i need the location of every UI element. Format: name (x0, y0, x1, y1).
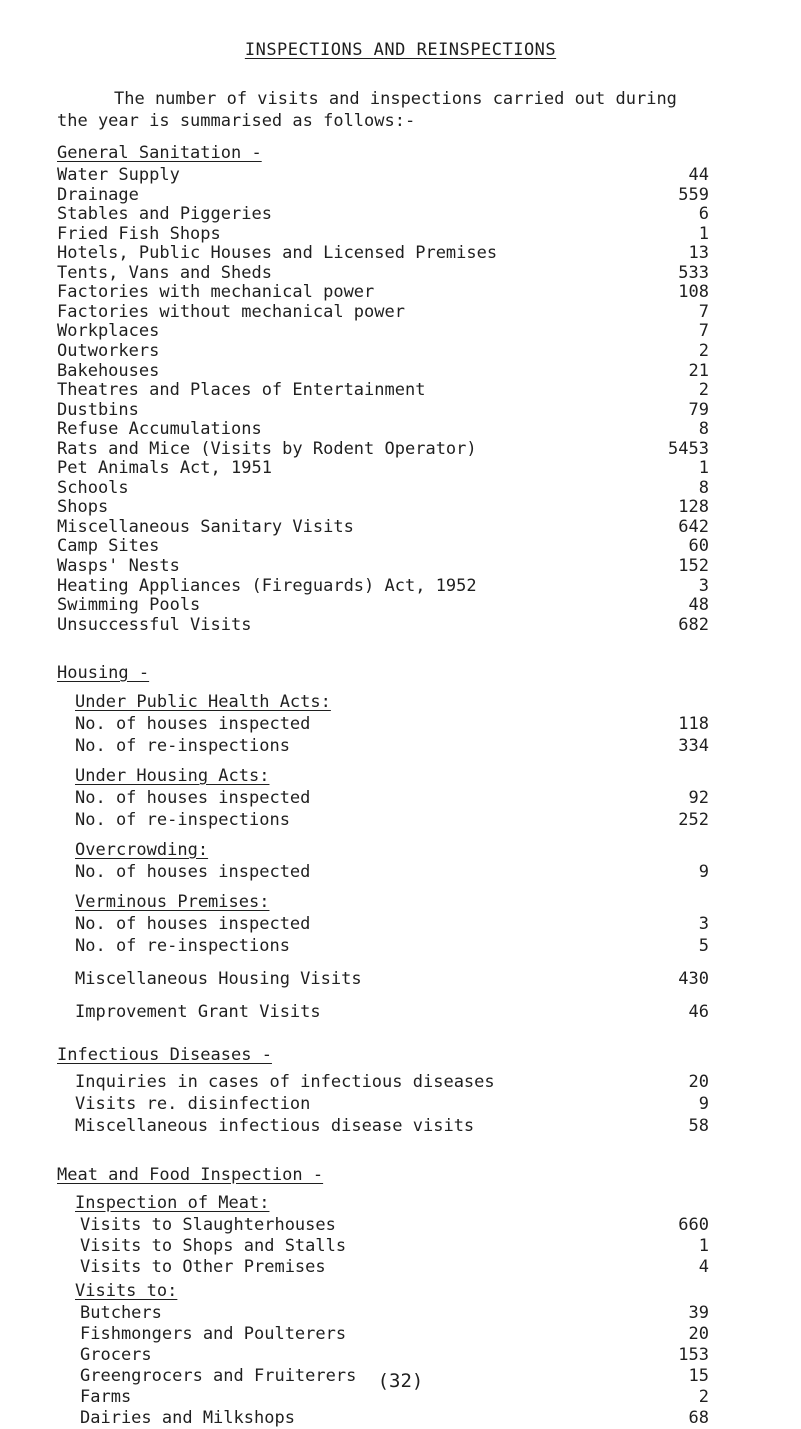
item-value: 9 (698, 1094, 709, 1114)
item-label: Camp Sites (57, 536, 160, 557)
public-health-acts-heading: Under Public Health Acts: (75, 692, 331, 712)
item-value: 1 (698, 458, 709, 479)
list-item (75, 735, 709, 757)
item-value: 128 (678, 497, 709, 518)
page-title: INSPECTIONS AND REINSPECTIONS (244, 40, 557, 60)
item-label: Shops (57, 497, 109, 518)
item-value: 9 (698, 862, 709, 882)
item-value: 559 (678, 184, 709, 205)
item-label: Schools (57, 477, 129, 498)
item-value: 13 (688, 243, 709, 264)
item-label: Visits to Shops and Stalls (80, 1236, 347, 1256)
list-item (75, 968, 709, 990)
list-item (75, 809, 709, 831)
meat-food-heading: Meat and Food Inspection - (57, 1165, 324, 1185)
item-value: 20 (688, 1072, 709, 1092)
item-label: Miscellaneous infectious disease visits (75, 1116, 475, 1136)
item-label: Workplaces (57, 321, 160, 342)
item-value: 46 (688, 1002, 709, 1022)
item-value: 533 (678, 262, 709, 283)
item-label: Greengrocers and Fruiterers (80, 1366, 357, 1386)
list-item (57, 614, 709, 636)
list-item (80, 1407, 709, 1429)
item-value: 2 (698, 380, 709, 401)
item-value: 3 (698, 575, 709, 596)
item-label: Factories with mechanical power (57, 282, 375, 303)
item-label: Factories without mechanical power (57, 301, 405, 322)
list-item (75, 787, 709, 809)
item-value: 6 (698, 204, 709, 225)
list-item (75, 1001, 709, 1023)
item-value: 8 (698, 419, 709, 440)
item-label: Miscellaneous Housing Visits (75, 969, 362, 989)
list-item (75, 913, 709, 935)
item-value: 7 (698, 321, 709, 342)
item-label: Visits to Other Premises (80, 1257, 326, 1277)
intro-line: the year is summarised as follows:- (57, 111, 416, 131)
item-label: Outworkers (57, 340, 160, 361)
item-label: Theatres and Places of Entertainment (57, 380, 426, 401)
item-label: Drainage (57, 184, 139, 205)
item-label: Rats and Mice (Visits by Rodent Operator) (57, 438, 477, 459)
list-item (80, 1323, 709, 1345)
item-label: Farms (80, 1387, 132, 1407)
list-item (80, 1302, 709, 1324)
item-value: 39 (688, 1303, 709, 1323)
list-item (80, 1235, 709, 1257)
item-value: 1 (698, 1236, 709, 1256)
item-value: 21 (688, 360, 709, 381)
item-value: 252 (678, 810, 709, 830)
item-label: Dairies and Milkshops (80, 1408, 295, 1428)
verminous-premises-heading: Verminous Premises: (75, 892, 270, 912)
overcrowding-heading: Overcrowding: (75, 840, 209, 860)
item-label: Unsuccessful Visits (57, 614, 252, 635)
item-value: 682 (678, 614, 709, 635)
item-value: 68 (688, 1408, 709, 1428)
item-value: 48 (688, 595, 709, 616)
item-label: Butchers (80, 1303, 162, 1323)
item-label: No. of houses inspected (75, 862, 311, 882)
item-label: No. of houses inspected (75, 788, 311, 808)
infectious-diseases-heading: Infectious Diseases - (57, 1045, 272, 1065)
list-item (75, 1071, 709, 1093)
item-value: 4 (698, 1257, 709, 1277)
item-label: Water Supply (57, 165, 180, 185)
item-label: Hotels, Public Houses and Licensed Premises (57, 243, 498, 264)
item-value: 1 (698, 223, 709, 244)
item-value: 7 (698, 301, 709, 322)
list-item (75, 1093, 709, 1115)
item-label: No. of re-inspections (75, 936, 290, 956)
item-label: Fried Fish Shops (57, 223, 221, 244)
item-value: 8 (698, 477, 709, 498)
list-item (80, 1344, 709, 1366)
item-label: Dustbins (57, 399, 139, 420)
housing-acts-heading: Under Housing Acts: (75, 766, 270, 786)
item-value: 44 (688, 165, 709, 185)
item-label: Inquiries in cases of infectious diseases (75, 1072, 495, 1092)
item-value: 79 (688, 399, 709, 420)
item-value: 334 (678, 736, 709, 756)
item-value: 92 (688, 788, 709, 808)
item-label: No. of houses inspected (75, 714, 311, 734)
list-item (75, 1115, 709, 1137)
item-label: Tents, Vans and Sheds (57, 262, 272, 283)
item-label: Heating Appliances (Fireguards) Act, 1952 (57, 575, 477, 596)
item-label: Wasps' Nests (57, 556, 180, 576)
item-label: Improvement Grant Visits (75, 1002, 321, 1022)
list-item (75, 861, 709, 883)
intro-line: The number of visits and inspections carried out during (114, 89, 677, 109)
item-value: 5 (698, 936, 709, 956)
item-value: 430 (678, 969, 709, 989)
item-label: No. of re-inspections (75, 810, 290, 830)
intro-paragraph (57, 88, 777, 132)
list-item (75, 935, 709, 957)
item-value: 20 (688, 1324, 709, 1344)
item-label: Visits re. disinfection (75, 1094, 311, 1114)
item-label: Bakehouses (57, 360, 160, 381)
item-label: Fishmongers and Poulterers (80, 1324, 347, 1344)
list-item (80, 1214, 709, 1236)
item-label: Stables and Piggeries (57, 204, 272, 225)
item-label: Visits to Slaughterhouses (80, 1215, 336, 1235)
item-value: 153 (678, 1345, 709, 1365)
item-value: 152 (678, 556, 709, 576)
item-value: 642 (678, 516, 709, 537)
item-label: No. of re-inspections (75, 736, 290, 756)
item-value: 58 (688, 1116, 709, 1136)
item-label: Pet Animals Act, 1951 (57, 458, 272, 479)
item-value: 2 (698, 1387, 709, 1407)
item-label: Swimming Pools (57, 595, 201, 616)
item-label: Miscellaneous Sanitary Visits (57, 516, 354, 537)
visits-to-heading: Visits to: (75, 1281, 178, 1301)
list-item (80, 1256, 709, 1278)
item-value: 660 (678, 1215, 709, 1235)
item-value: 15 (688, 1366, 709, 1386)
item-value: 118 (678, 714, 709, 734)
item-label: No. of houses inspected (75, 914, 311, 934)
item-label: Grocers (80, 1345, 152, 1365)
inspection-of-meat-heading: Inspection of Meat: (75, 1193, 270, 1213)
item-value: 3 (698, 914, 709, 934)
item-value: 2 (698, 340, 709, 361)
housing-heading: Housing - (57, 663, 150, 683)
item-value: 60 (688, 536, 709, 557)
page-number: (32) (377, 1370, 424, 1392)
item-label: Refuse Accumulations (57, 419, 262, 440)
item-value: 108 (678, 282, 709, 303)
list-item (75, 713, 709, 735)
general-sanitation-heading: General Sanitation - (57, 143, 262, 163)
item-value: 5453 (668, 438, 709, 459)
